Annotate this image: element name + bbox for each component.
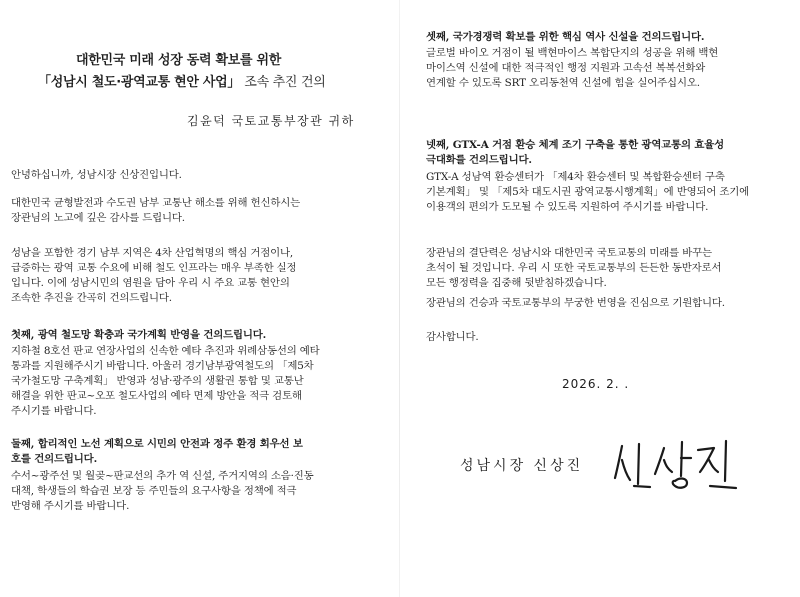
paragraph-line: 성남을 포함한 경기 남부 지역은 4차 산업혁명의 핵심 거점이나, bbox=[11, 247, 294, 259]
sender-name: 성남시장 신상진 bbox=[460, 458, 584, 474]
paragraph-line: 이용객의 편의가 도모될 수 있도록 지원하여 주시기를 바랍니다. bbox=[426, 201, 709, 213]
signature-stroke-sang bbox=[655, 442, 691, 488]
paragraph-line: 통과를 지원해주시기 바랍니다. 아울러 경기남부광역철도의 「제5차 bbox=[11, 360, 314, 372]
item2-heading bbox=[11, 437, 303, 467]
paragraph-line: 수서~광주선 및 월곶~판교선의 추가 역 신설, 주거지역의 소음·진동 bbox=[11, 470, 314, 482]
paragraph-line: 초석이 될 것입니다. 우리 시 또한 국토교통부의 든든한 동반자로서 bbox=[426, 262, 722, 274]
item4-body bbox=[426, 170, 749, 215]
paragraph-line: 장관님의 결단력은 성남시와 대한민국 국토교통의 미래를 바꾸는 bbox=[426, 247, 712, 259]
heading-line: 극대화를 건의드립니다. bbox=[426, 154, 532, 166]
paragraph-line: 연계할 수 있도록 SRT 오리동천역 신설에 힘을 실어주십시오. bbox=[426, 77, 700, 89]
paragraph-line: 반영해 주시기를 바랍니다. bbox=[11, 500, 130, 512]
paragraph-line: 해결을 위한 판교~오포 철도사업의 예타 면제 방안을 적극 검토해 bbox=[11, 390, 302, 402]
closing-decision-paragraph bbox=[426, 246, 721, 291]
recipient: 김윤덕 국토교통부장관 귀하 bbox=[187, 114, 355, 128]
signature-stroke-jin bbox=[698, 441, 736, 488]
handwritten-signature bbox=[612, 436, 738, 492]
thanks: 감사합니다. bbox=[426, 331, 479, 343]
heading-line: 셋째, 국가경쟁력 확보를 위한 핵심 역사 신설을 건의드립니다. bbox=[426, 31, 705, 43]
paragraph-line: 국가철도망 구축계획」 반영과 성남·광주의 생활권 통합 및 교통난 bbox=[11, 375, 304, 387]
page-fold bbox=[399, 0, 400, 597]
paragraph-line: 지하철 8호선 판교 연장사업의 신속한 예타 추진과 위례삼동선의 예타 bbox=[11, 345, 320, 357]
heading-line: 호를 건의드립니다. bbox=[11, 453, 98, 465]
closing-wish: 장관님의 건승과 국토교통부의 무궁한 번영을 진심으로 기원합니다. bbox=[426, 297, 725, 309]
letter-title-line-1: 대한민국 미래 성장 동력 확보를 위한 bbox=[76, 53, 281, 68]
paragraph-line: 급증하는 광역 교통 수요에 비해 철도 인프라는 매우 부족한 실정 bbox=[11, 262, 297, 274]
item1-heading bbox=[11, 328, 266, 343]
item3-heading bbox=[426, 30, 704, 45]
letter-date: 2026. 2. . bbox=[562, 377, 630, 391]
paragraph-line: 대책, 학생들의 학습권 보장 등 주민들의 요구사항을 정책에 적극 bbox=[11, 485, 297, 497]
item1-body bbox=[11, 344, 320, 419]
intro-thanks-paragraph bbox=[11, 196, 300, 226]
paragraph-line: 입니다. 이에 성남시민의 염원을 담아 우리 시 주요 교통 현안의 bbox=[11, 277, 290, 289]
paragraph-line: 글로벌 바이오 거점이 될 백현마이스 복합단지의 성공을 위해 백현 bbox=[426, 47, 719, 59]
paragraph-line: 주시기를 바랍니다. bbox=[11, 405, 97, 417]
paragraph-line: 장관님의 노고에 깊은 감사를 드립니다. bbox=[11, 212, 185, 224]
paragraph-line: 조속한 추진을 간곡히 건의드립니다. bbox=[11, 292, 172, 304]
project-name: 「성남시 철도·광역교통 현안 사업」 bbox=[38, 75, 241, 90]
paragraph-line: 모든 행정력을 집중해 뒷받침하겠습니다. bbox=[426, 277, 607, 289]
paragraph-line: 마이스역 신설에 대한 적극적인 행정 지원과 고속선 복복선화와 bbox=[426, 62, 706, 74]
paragraph-line: GTX-A 성남역 환승센터가 「제4차 환승센터 및 복합환승센터 구축 bbox=[426, 171, 725, 183]
signature-stroke-sin bbox=[615, 444, 650, 487]
title-suffix: 조속 추진 건의 bbox=[244, 75, 326, 90]
heading-line: 넷째, GTX-A 거점 환승 체계 조기 구축을 통한 광역교통의 효율성 bbox=[426, 139, 725, 151]
paragraph-line: 대한민국 균형발전과 수도권 남부 교통난 해소를 위해 헌신하시는 bbox=[11, 197, 301, 209]
heading-line: 첫째, 광역 철도망 확충과 국가계획 반영을 건의드립니다. bbox=[11, 329, 267, 341]
paragraph-line: 기본계획」 및 「제5차 대도시권 광역교통시행계획」에 반영되어 조기에 bbox=[426, 186, 750, 198]
intro-context-paragraph bbox=[11, 246, 296, 306]
item2-body bbox=[11, 469, 314, 514]
item3-body bbox=[426, 46, 718, 91]
letter-title-line-2 bbox=[38, 73, 326, 92]
heading-line: 둘째, 합리적인 노선 계획으로 시민의 안전과 정주 환경 회우선 보 bbox=[11, 438, 303, 450]
item4-heading bbox=[426, 138, 724, 168]
greeting: 안녕하십니까, 성남시장 신상진입니다. bbox=[11, 169, 182, 181]
